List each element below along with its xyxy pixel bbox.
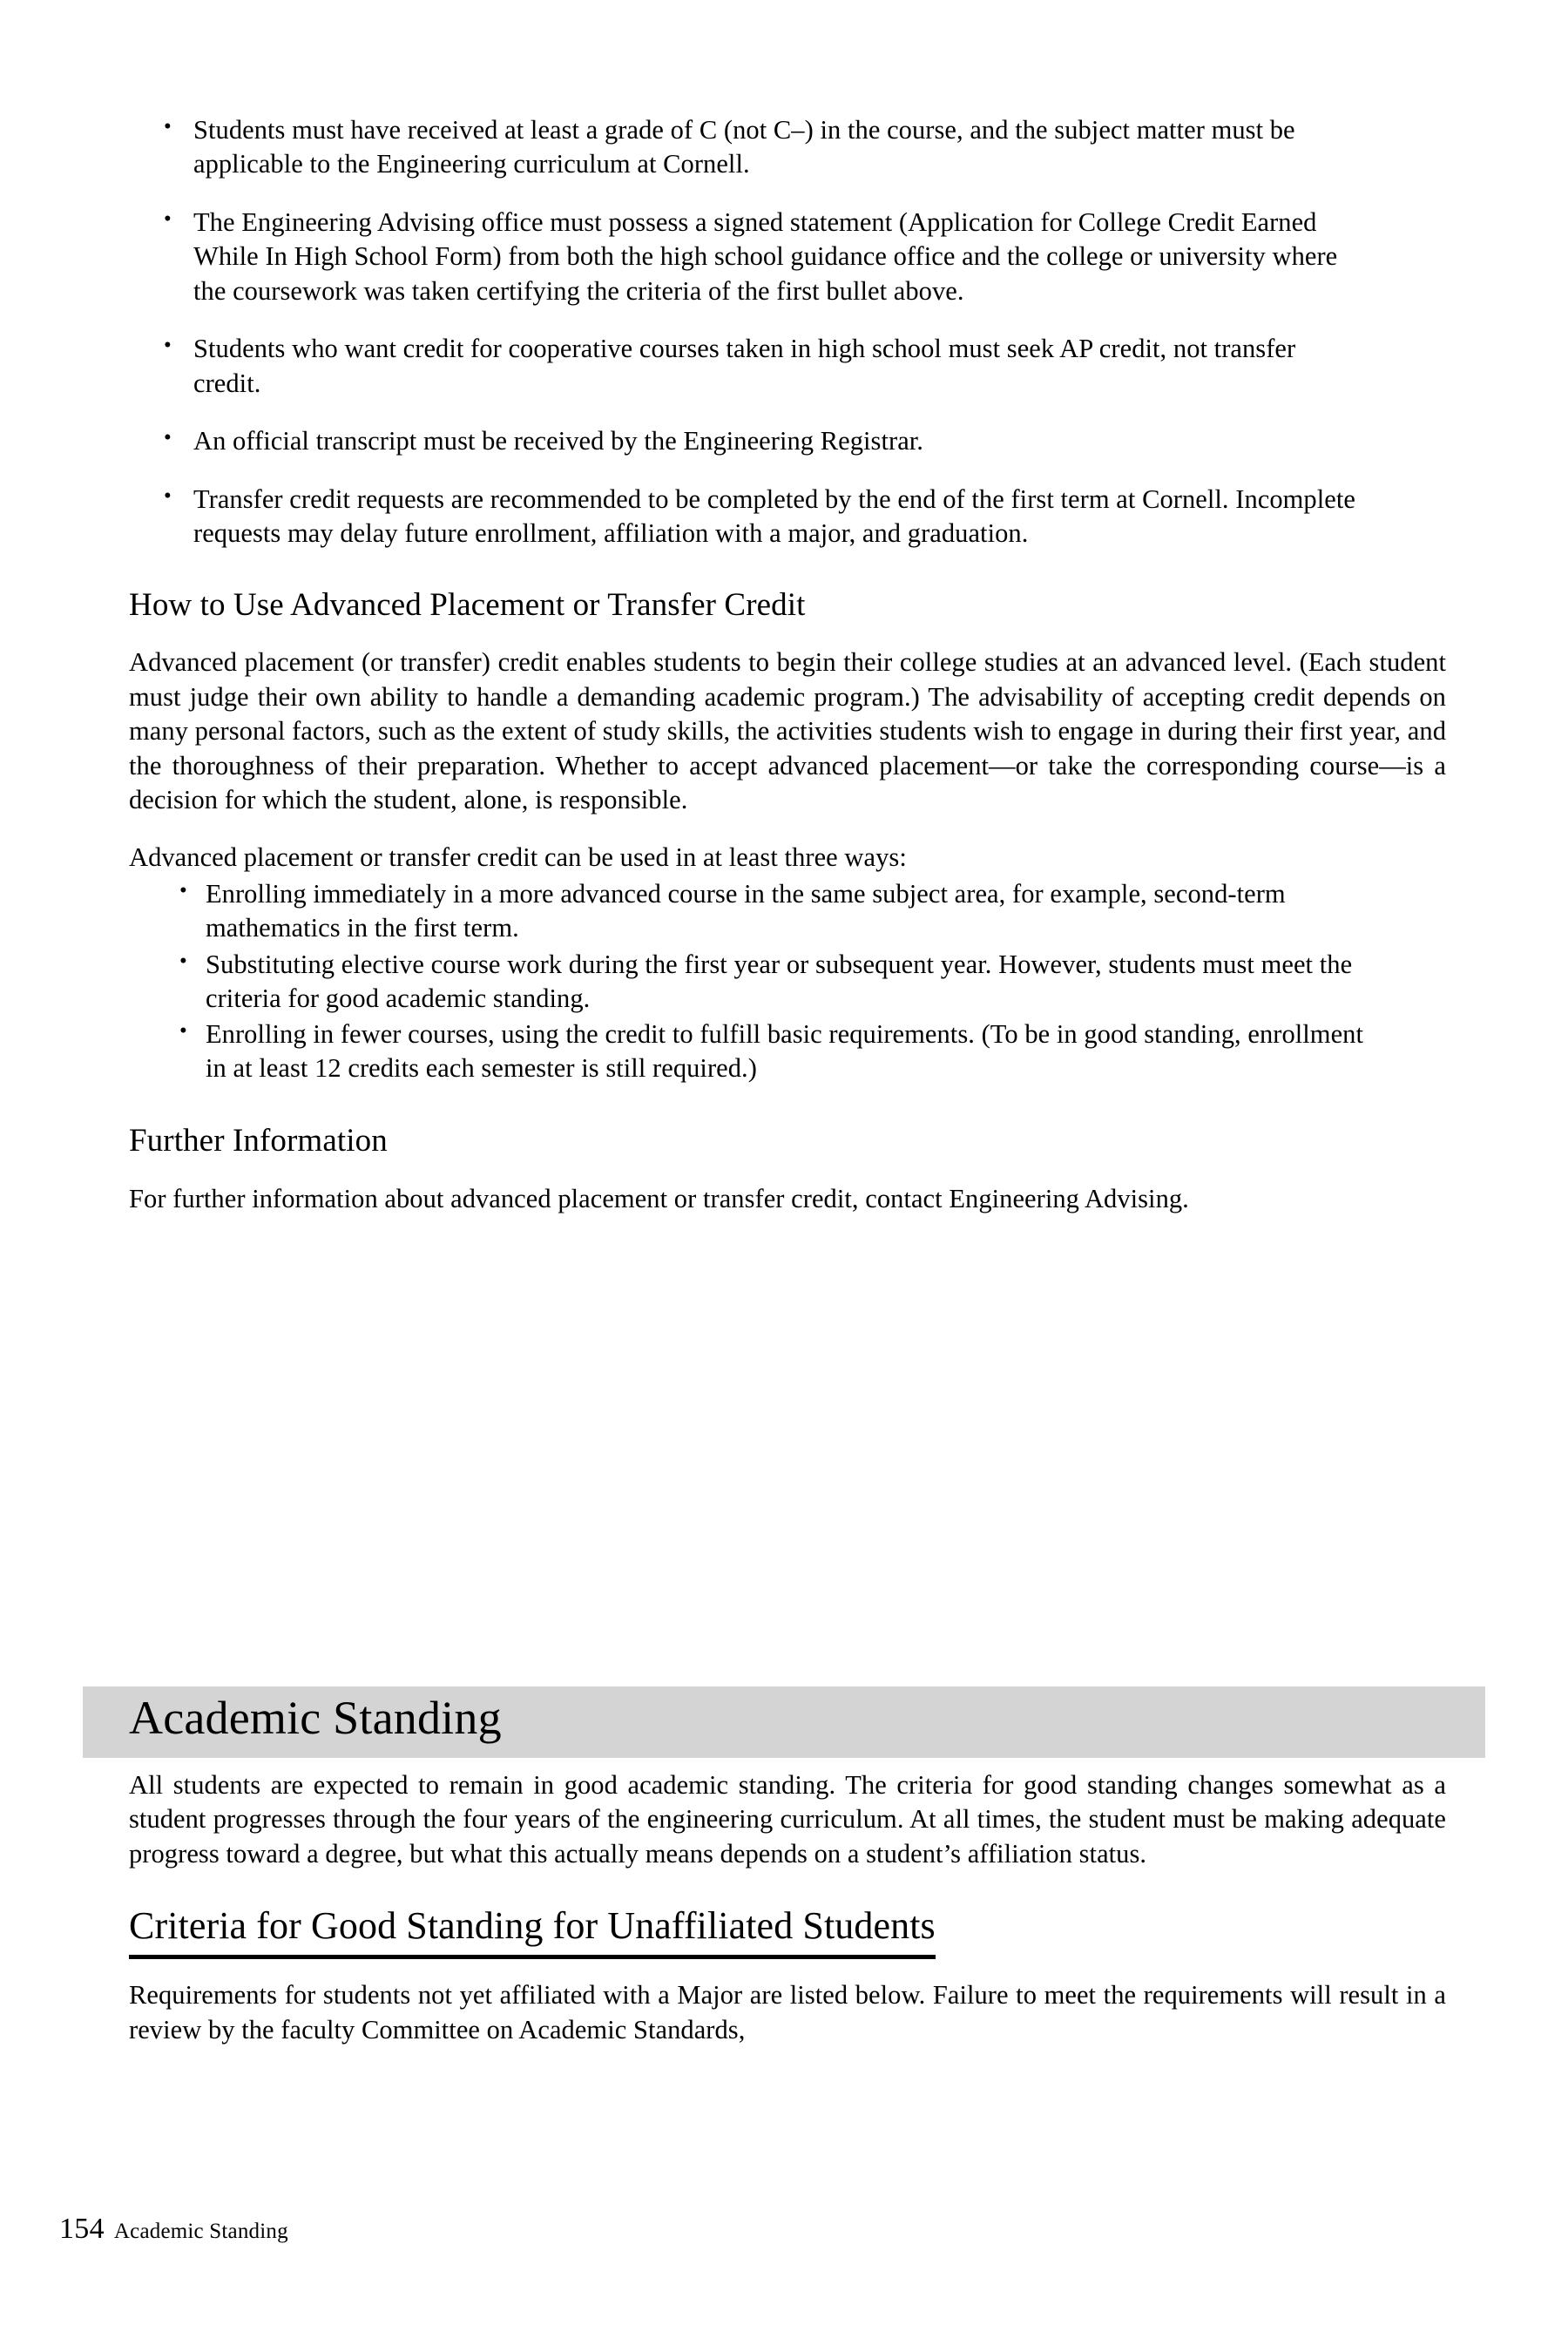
further-information-heading: Further Information (129, 1123, 388, 1159)
how-to-use-heading: How to Use Advanced Placement or Transfer Credit (129, 586, 806, 623)
list-item: • Enrolling immediately in a more advanced course in the same subject area, for example, second-term mathematics in the first term. (172, 877, 1383, 945)
criteria-paragraph: Requirements for students not yet affiliated with a Major are listed below. Failure to meet the requirements will result in a review by the faculty Committee on Academic Standards, (129, 1980, 1446, 2044)
spacer (129, 818, 1446, 841)
section-banner (83, 1686, 1485, 1758)
page-title: Academic Standing (129, 1692, 502, 1744)
list-item: • Substituting elective course work during the first year or subsequent year. However, students must meet the criteria for good academic standing. (172, 948, 1383, 1016)
spacer (129, 1871, 1446, 1903)
three-ways-intro: Advanced placement or transfer credit can be used in at least three ways: (129, 841, 907, 872)
further-information-paragraph: For further information about advanced placement or transfer credit, contact Engineering Advising. (129, 1183, 1189, 1213)
transfer-credit-bullet-list (155, 113, 1366, 551)
academic-standing-paragraph: All students are expected to remain in good academic standing. The criteria for good standing changes somewhat as a student progresses through the four years of the engineering curriculum. At all times, the student must be making adequate progress toward a degree, but what this actually means depends on a student’s affiliation status. (129, 1770, 1446, 1869)
how-to-use-paragraph: Advanced placement (or transfer) credit enables students to begin their college studies at an advanced level. (Each student must judge their own ability to handle a demanding academic program.) The advisability of accepting credit depends on many personal factors, such as the extent of study skills, the activities students wish to engage in during their first year, and the thoroughness of their preparation. Whether to accept advanced placement—or take the corresponding course—is a decision for which the student, alone, is responsible. (129, 647, 1446, 815)
page-lower-content (129, 1768, 1446, 2047)
page-footer (59, 2213, 288, 2246)
spacer (129, 625, 1446, 645)
list-item: • An official transcript must be received by the Engineering Registrar. (155, 424, 1366, 458)
spacer (129, 1959, 1446, 1978)
page-number: 154 (59, 2213, 105, 2245)
list-item: • Students must have received at least a grade of C (not C–) in the course, and the subject matter must be applicable to the Engineering curriculum at Cornell. (155, 113, 1366, 182)
spacer (129, 1087, 1446, 1122)
spacer (129, 1161, 1446, 1182)
list-item: • Students who want credit for cooperative courses taken in high school must seek AP credit, not transfer credit. (155, 332, 1366, 401)
footer-section-label: Academic Standing (113, 2220, 288, 2243)
list-item: • The Engineering Advising office must possess a signed statement (Application for College Credit Earned While In High School Form) from both the high school guidance office and the college or university where the coursework was taken certifying the criteria of the first bullet above. (155, 206, 1366, 308)
criteria-heading: Criteria for Good Standing for Unaffiliated Students (129, 1903, 936, 1959)
list-item: • Enrolling in fewer courses, using the credit to fulfill basic requirements. (To be in good standing, enrollment in at least 12 credits each semester is still required.) (172, 1017, 1383, 1085)
page-upper-content (129, 113, 1446, 1216)
list-item: • Transfer credit requests are recommended to be completed by the end of the first term at Cornell. Incomplete requests may delay future enrollment, affiliation with a major, and graduation. (155, 483, 1366, 551)
three-ways-bullet-list (172, 877, 1383, 1085)
spacer (129, 551, 1446, 586)
